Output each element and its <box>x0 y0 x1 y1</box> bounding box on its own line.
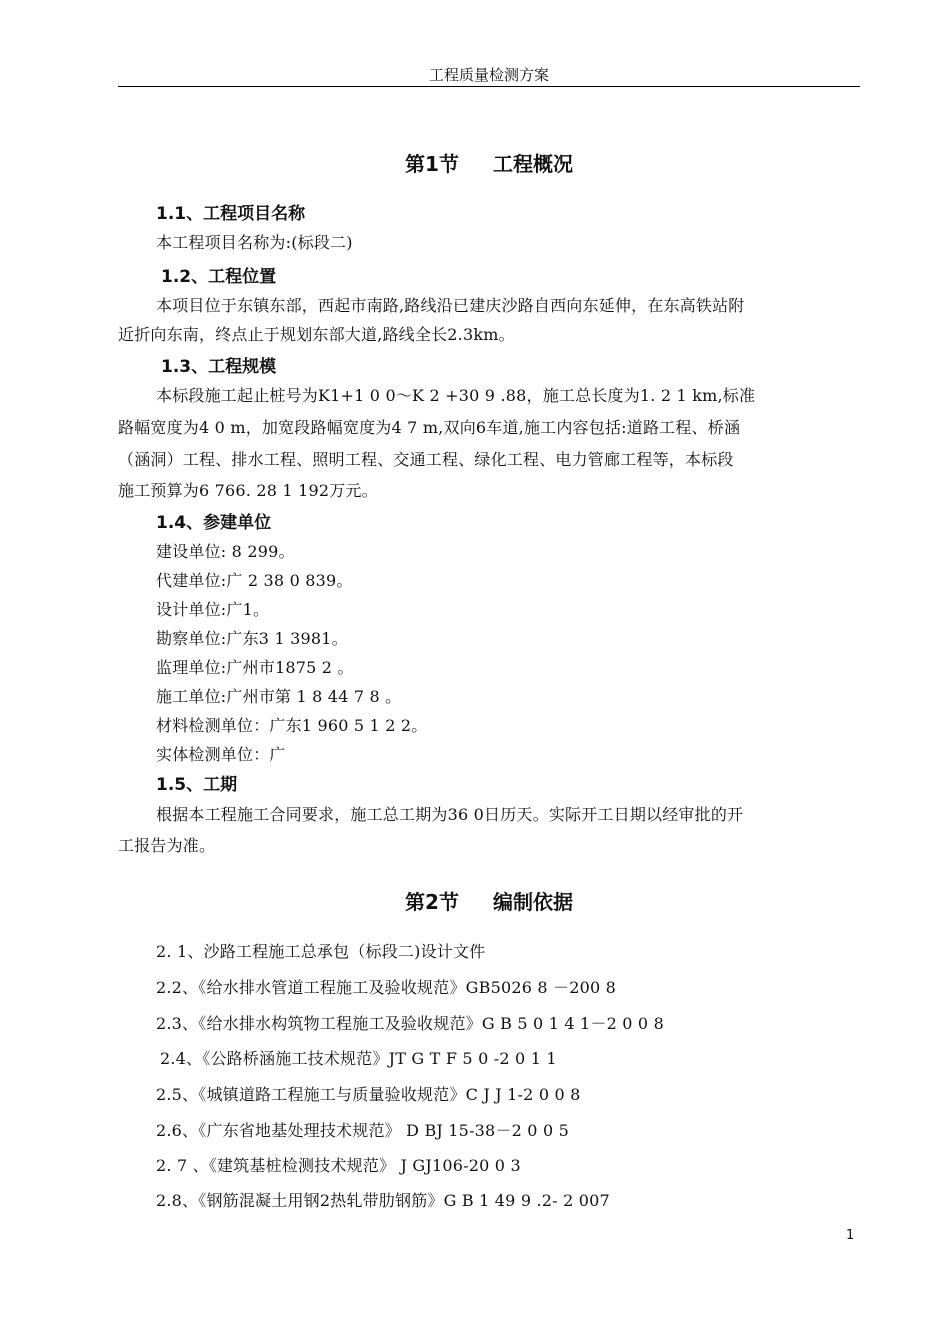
scale-line-3: （涵洞）工程、排水工程、照明工程、交通工程、绿化工程、电力管廊工程等，本标段 <box>118 450 734 469</box>
section-1-name: 工程概况 <box>492 152 573 176</box>
basis-item: 2. 7 、《建筑基桩检测技术规范》 J GJ106-20 0 3 <box>156 1156 521 1175</box>
unit-item: 施工单位:广州市第 1 8 44 7 8 。 <box>156 687 402 706</box>
project-name-text: 本工程项目名称为:(标段二) <box>156 233 353 252</box>
section-2-name: 编制依据 <box>492 890 573 914</box>
basis-item: 2.6、《广东省地基处理技术规范》 D BJ 15-38－2 0 0 5 <box>156 1121 570 1140</box>
basis-item: 2.2、《给水排水管道工程施工及验收规范》GB5026 8 －200 8 <box>156 978 617 997</box>
period-line-1: 根据本工程施工合同要求，施工总工期为36 0日历天。实际开工日期以经审批的开 <box>156 805 744 824</box>
page-number: 1 <box>846 1228 855 1243</box>
scale-line-4: 施工预算为6 766. 28 1 192万元。 <box>118 481 378 500</box>
scale-line-2: 路幅宽度为4 0 m，加宽段路幅宽度为4 7 m,双向6车道,施工内容包括:道路工程、桥涵 <box>118 418 741 437</box>
location-line-1: 本项目位于东镇东部，西起市南路,路线沿已建庆沙路自西向东延伸，在东高铁站附 <box>156 296 745 315</box>
heading-1-3: 1.3、工程规模 <box>161 357 277 377</box>
basis-item: 2. 1、沙路工程施工总承包（标段二)设计文件 <box>156 942 486 961</box>
unit-item: 代建单位:广 2 38 0 839。 <box>156 571 353 590</box>
basis-item: 2.4、《公路桥涵施工技术规范》JT G T F 5 0 -2 0 1 1 <box>160 1049 557 1068</box>
section-1-number: 第1节 <box>405 152 459 176</box>
header-rule <box>118 86 860 87</box>
scale-line-1: 本标段施工起止桩号为K1+1 0 0～K 2 +30 9 .88，施工总长度为1. 2 1 km,标准 <box>156 386 756 405</box>
section-2-title <box>118 886 860 915</box>
basis-item: 2.8、《钢筋混凝土用钢2热轧带肋钢筋》G B 1 49 9 .2- 2 007 <box>156 1191 610 1210</box>
heading-1-1: 1.1、工程项目名称 <box>156 204 306 224</box>
unit-item: 材料检测单位：广东1 960 5 1 2 2。 <box>156 716 428 735</box>
heading-1-4: 1.4、参建单位 <box>156 513 272 533</box>
heading-1-2: 1.2、工程位置 <box>161 267 277 287</box>
basis-item: 2.3、《给水排水构筑物工程施工及验收规范》G B 5 0 1 4 1－2 0 0 8 <box>156 1014 664 1033</box>
location-line-2: 近折向东南，终点止于规划东部大道,路线全长2.3km。 <box>118 325 515 344</box>
unit-item: 建设单位: 8 299。 <box>156 542 295 561</box>
period-line-2: 工报告为准。 <box>118 836 216 855</box>
section-1-title <box>118 148 860 177</box>
unit-item: 设计单位:广1。 <box>156 600 270 619</box>
unit-item: 监理单位:广州市1875 2 。 <box>156 658 354 677</box>
unit-item: 实体检测单位：广 <box>156 745 286 764</box>
page-header: 工程质量检测方案 <box>428 66 549 84</box>
heading-1-5: 1.5、工期 <box>156 775 238 795</box>
section-2-number: 第2节 <box>405 890 459 914</box>
unit-item: 勘察单位:广东3 1 3981。 <box>156 629 348 648</box>
basis-item: 2.5、《城镇道路工程施工与质量验收规范》C J J 1-2 0 0 8 <box>156 1085 581 1104</box>
